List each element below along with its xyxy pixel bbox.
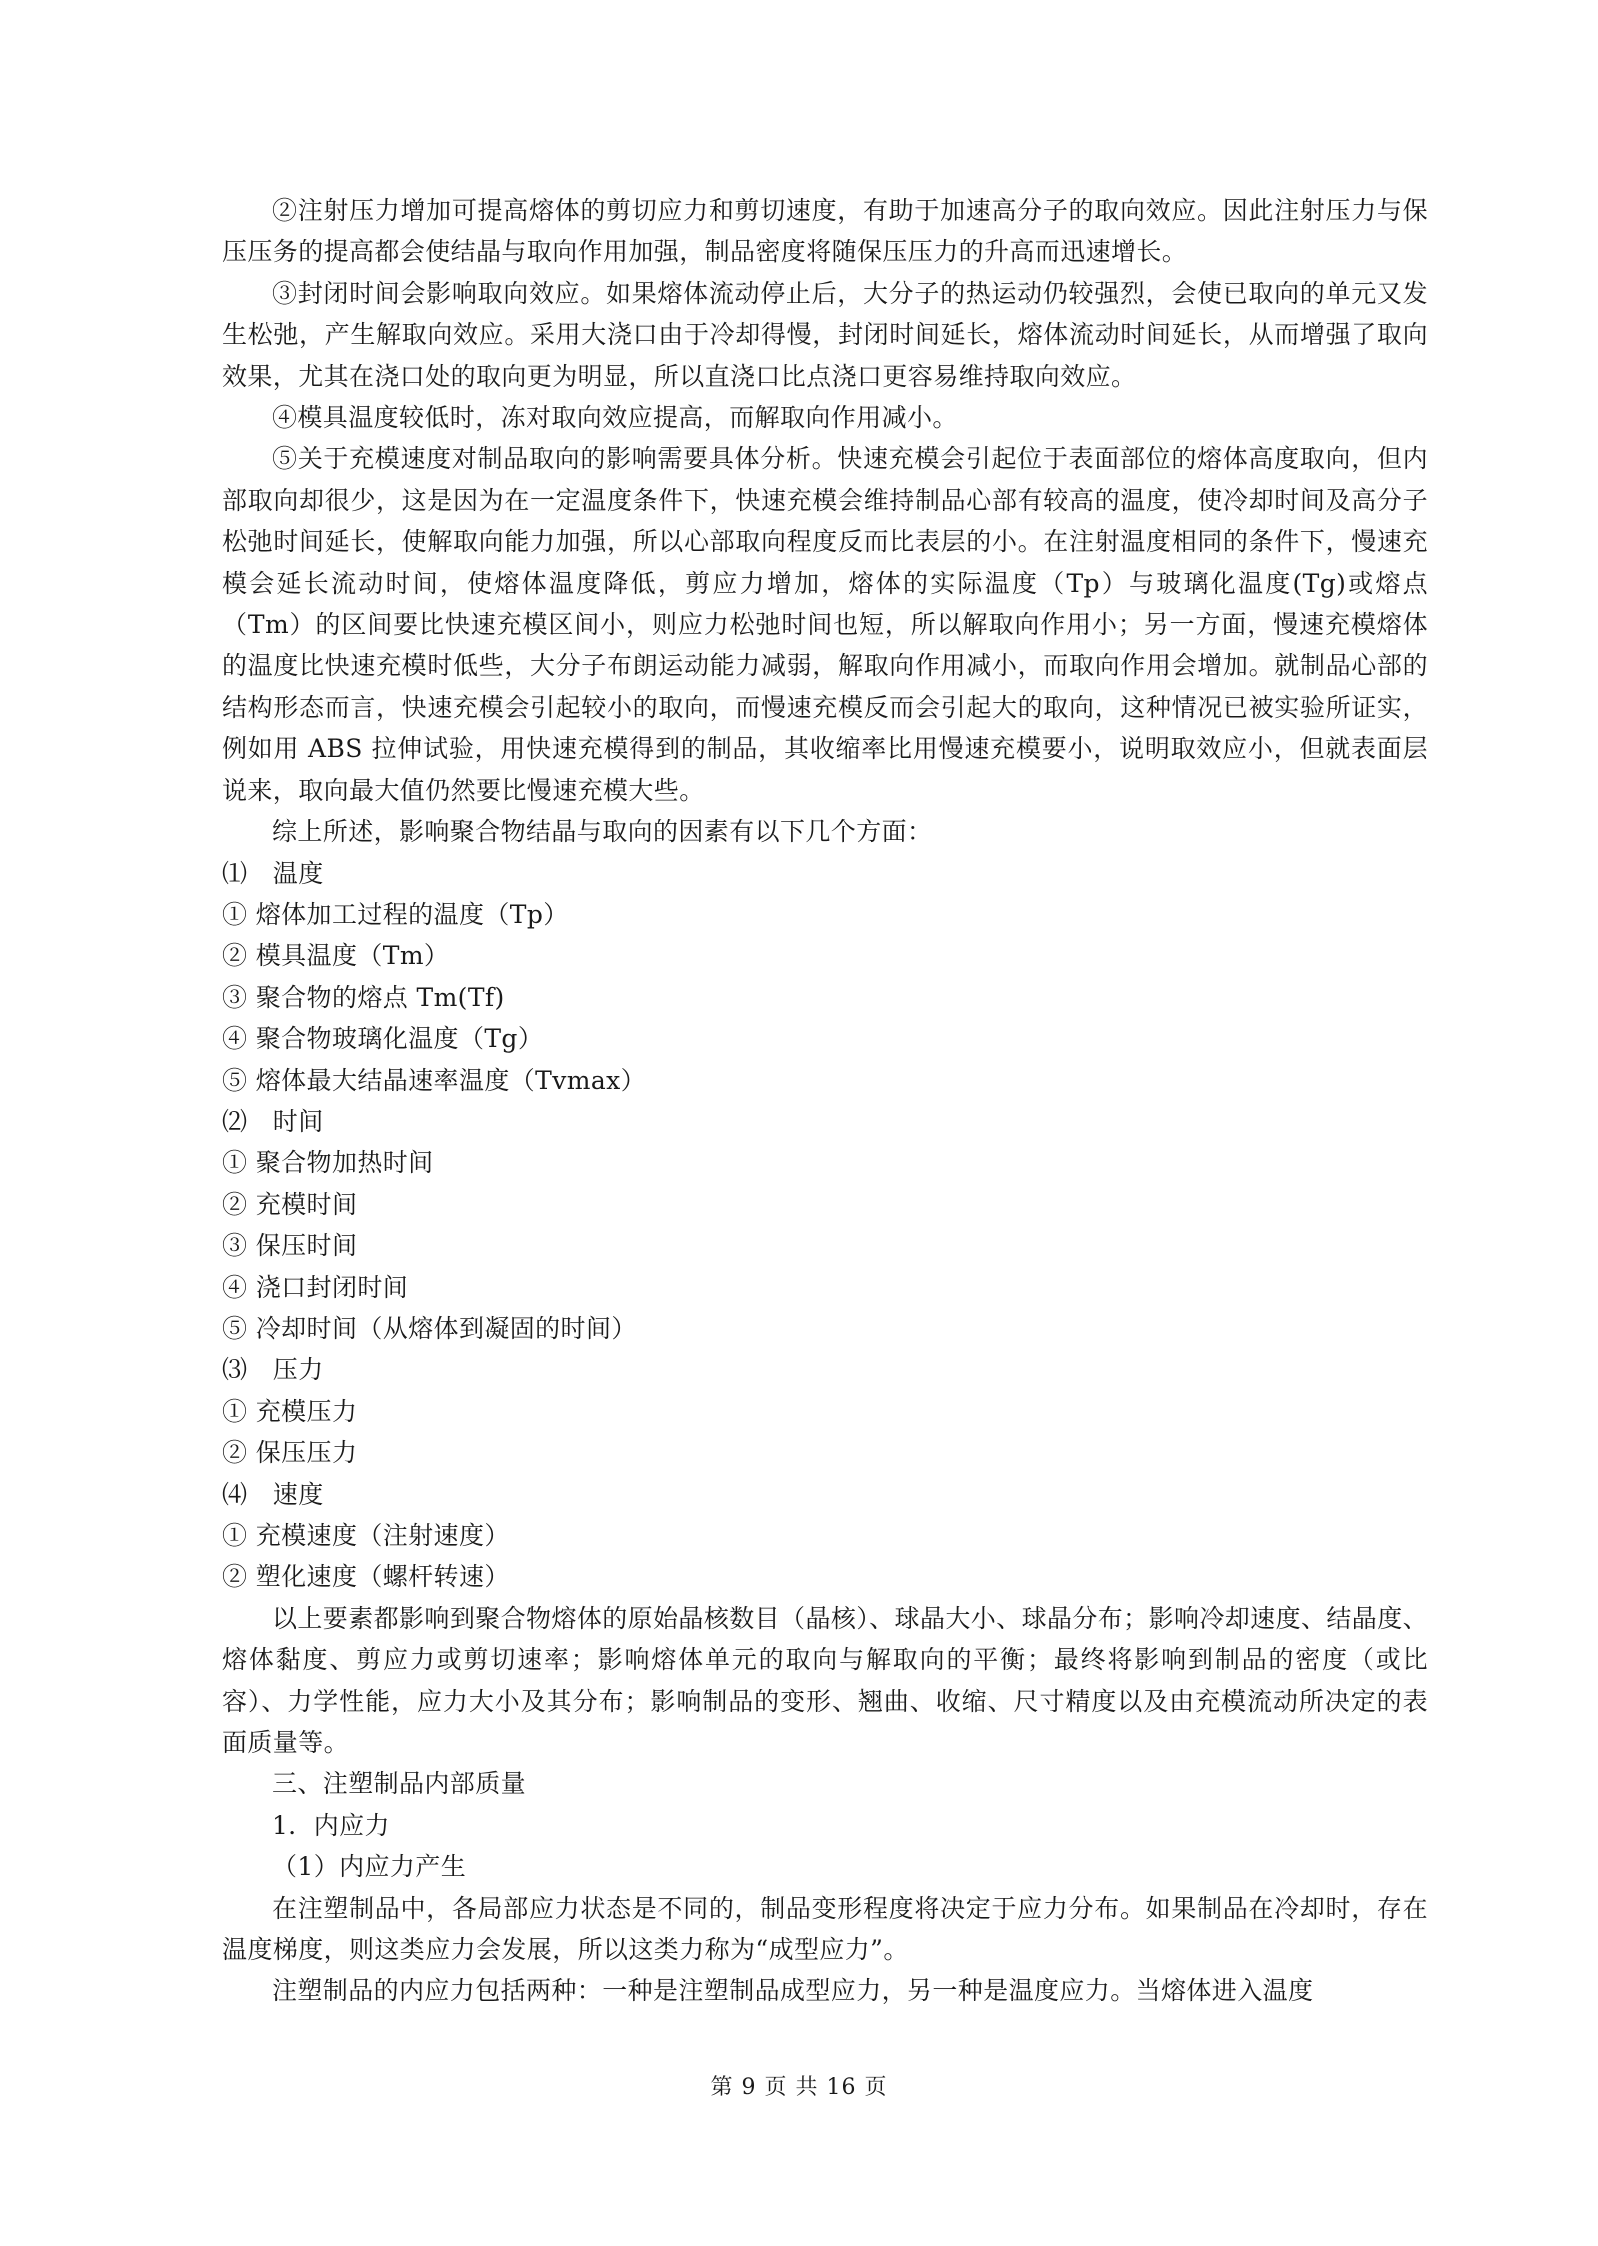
factor-item: ② 保压压力	[222, 1438, 358, 1468]
factor-heading-temperature: ⑴ 温度	[222, 858, 324, 888]
sub-heading-stress-origin: （1）内应力产生	[272, 1852, 467, 1882]
factor-item: ① 聚合物加热时间	[222, 1148, 434, 1178]
paragraph-mold-temperature: ④模具温度较低时，冻对取向效应提高，而解取向作用减小。	[272, 403, 958, 433]
paragraph-injection-pressure: ②注射压力增加可提高熔体的剪切应力和剪切速度，有助于加速高分子的取向效应。因此注射压力与保压压务的提高都会使结晶与取向作用加强，制品密度将随保压压力的升高而迅速增长。	[222, 196, 1428, 267]
factor-item: ② 塑化速度（螺杆转速）	[222, 1562, 510, 1592]
factor-item: ③ 聚合物的熔点 Tm(Tf)	[222, 982, 505, 1012]
paragraph-summary: 综上所述，影响聚合物结晶与取向的因素有以下几个方面：	[272, 817, 933, 847]
paragraph-stress-types: 注塑制品的内应力包括两种：一种是注塑制品成型应力，另一种是温度应力。当熔体进入温度	[272, 1976, 1314, 2006]
factor-item: ① 熔体加工过程的温度（Tp）	[222, 899, 569, 929]
factor-heading-time: ⑵ 时间	[222, 1106, 324, 1136]
factor-item: ① 充模速度（注射速度）	[222, 1521, 510, 1550]
paragraph-filling-speed: ⑤关于充模速度对制品取向的影响需要具体分析。快速充模会引起位于表面部位的熔体高度取向，但内部取向却很少，这是因为在一定温度条件下，快速充模会维持制品心部有较高的温度，使冷却时间及高分子松弛时间延长，使解取向能力加强，所以心部取向程度反而比表层的小。在注射温度相同的条件下，慢速充模会延长流动时间，使熔体温度降低，剪应力增加，熔体的实际温度（Tp）与玻璃化温度(Tg)或熔点（Tm）的区间要比快速充模区间小，则应力松弛时间也短，所以解取向作用小；另一方面，慢速充模熔体的温度比快速充模时低些，大分子布朗运动能力减弱，解取向作用减小，而取向作用会增加。就制品心部的结构形态而言，快速充模会引起较小的取向，而慢速充模反而会引起大的取向，这种情况已被实验所证实，例如用 ABS 拉伸试验，用快速充模得到的制品，其收缩率比用慢速充模要小，说明取效应小，但就表面层说来，取向最大值仍然要比慢速充模大些。	[222, 444, 1428, 805]
page-number-footer: 第 9 页 共 16 页	[710, 2075, 888, 2100]
factor-item: ② 充模时间	[222, 1189, 358, 1219]
section-heading: 三、注塑制品内部质量	[272, 1769, 527, 1799]
factor-item: ③ 保压时间	[222, 1231, 358, 1261]
factor-item: ④ 浇口封闭时间	[222, 1272, 409, 1302]
factor-item: ⑤ 冷却时间（从熔体到凝固的时间）	[222, 1313, 637, 1343]
paragraph-gate-sealing-time: ③封闭时间会影响取向效应。如果熔体流动停止后，大分子的热运动仍较强烈，会使已取向的单元又发生松弛，产生解取向效应。采用大浇口由于冷却得慢，封闭时间延长，熔体流动时间延长，从而增强了取向效果，尤其在浇口处的取向更为明显，所以直浇口比点浇口更容易维持取向效应。	[222, 278, 1428, 391]
paragraph-conclusion: 以上要素都影响到聚合物熔体的原始晶核数目（晶核）、球晶大小、球晶分布；影响冷却速度、结晶度、熔体黏度、剪应力或剪切速率；影响熔体单元的取向与解取向的平衡；最终将影响到制品的密度（或比容）、力学性能，应力大小及其分布；影响制品的变形、翘曲、收缩、尺寸精度以及由充模流动所决定的表面质量等。	[222, 1603, 1428, 1758]
factor-item: ⑤ 熔体最大结晶速率温度（Tvmax）	[222, 1065, 647, 1095]
factor-heading-pressure: ⑶ 压力	[222, 1355, 324, 1385]
factor-item: ④ 聚合物玻璃化温度（Tg）	[222, 1024, 544, 1054]
paragraph-forming-stress: 在注塑制品中，各局部应力状态是不同的，制品变形程度将决定于应力分布。如果制品在冷却时，存在温度梯度，则这类应力会发展，所以这类力称为“成型应力”。	[222, 1893, 1428, 1965]
sub-heading-internal-stress: 1．内应力	[272, 1810, 390, 1840]
body-text	[222, 190, 1428, 2012]
factor-item: ① 充模压力	[222, 1396, 358, 1426]
factor-heading-speed: ⑷ 速度	[222, 1479, 324, 1509]
factor-item: ② 模具温度（Tm）	[222, 941, 450, 971]
